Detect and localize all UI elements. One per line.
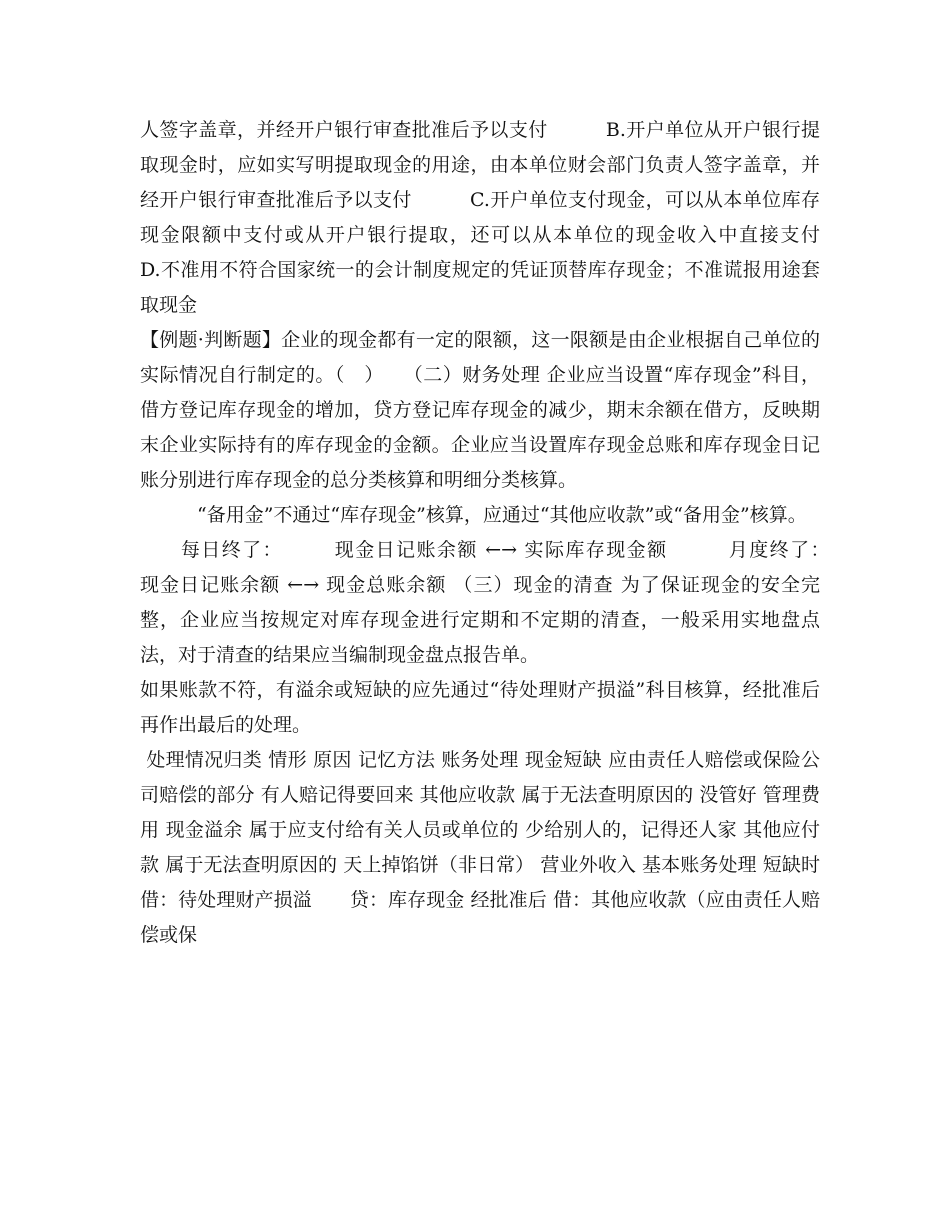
- paragraph-petty-cash: “备用金”不通过“库存现金”核算，应通过“其他应收款”或“备用金”核算。: [140, 504, 807, 526]
- paragraph-discrepancy: 如果账款不符，有溢余或短缺的应先通过“待处理财产损溢”科目核算，经批准后再作出最后的处理。: [140, 679, 820, 736]
- paragraph-handling-table: 处理情况归类 情形 原因 记忆方法 账务处理 现金短缺 应由责任人赔偿或保险公司赔偿的部分 有人赔记得要回来 其他应收款 属于无法查明原因的 没管好 管理费用 现金溢余 属于应支付给有关人员或单位的 少给别人的，记得还人家 其他应付款 属于无法查明原因的 天上掉馅饼（非日常） 营业外收入 基本账务处理 短缺时 借：待处理财产损溢 贷：库存现金 经批准后 借：其他应收款（应由责任人赔偿或保: [140, 749, 827, 946]
- paragraph-example-and-accounting: 【例题·判断题】企业的现金都有一定的限额，这一限额是由企业根据自己单位的实际情况自行制定的。（ ） （二）财务处理 企业应当设置“库存现金”科目，借方登记库存现金的增加，贷方登记库存现金的减少，期末余额在借方，反映期末企业实际持有的库存现金的金额。企业应当设置库存现金总账和库存现金日记账分别进行库存现金的总分类核算和明细分类核算。: [140, 329, 820, 491]
- paragraph-daily-check: 每日终了： 现金日记账余额 ←→ 实际库存现金额 月度终了： 现金日记账余额 ←→ 现金总账余额 （三）现金的清查 为了保证现金的安全完整，企业应当按规定对库存现金进行定期和不定期的清查，一般采用实地盘点法，对于清查的结果应当编制现金盘点报告单。: [140, 539, 878, 666]
- document-body: [140, 113, 878, 953]
- paragraph-payment-rules: 人签字盖章，并经开户银行审查批准后予以支付 B.开户单位从开户银行提取现金时，应如实写明提取现金的用途，由本单位财会部门负责人签字盖章，并经开户银行审查批准后予以支付 C.开户单位支付现金，可以从本单位库存现金限额中支付或从开户银行提取，还可以从本单位的现金收入中直接支付 D.不准用不符合国家统一的会计制度规定的凭证顶替库存现金；不准谎报用途套取现金: [140, 119, 878, 316]
